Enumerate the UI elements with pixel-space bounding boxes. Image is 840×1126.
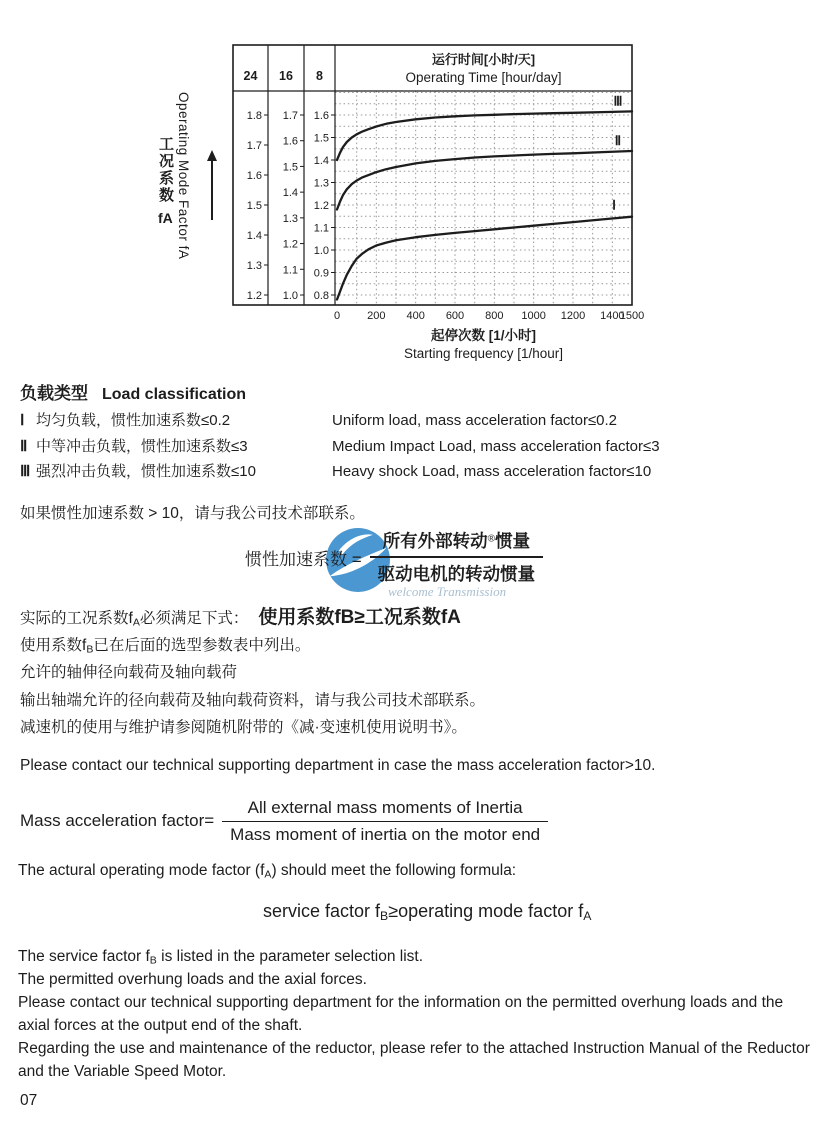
svg-text:起停次数 [1/小时]: 起停次数 [1/小时]	[430, 328, 537, 343]
watermark-text: welcome Transmission	[388, 584, 507, 599]
en-mass-acceleration-formula	[20, 793, 548, 849]
zh-contact-note: 如果惯性加速系数 > 10，请与我公司技术部联系。	[20, 505, 365, 522]
svg-text:1.4: 1.4	[246, 230, 262, 242]
load-en: Heavy shock Load, mass acceleration factor≤10	[332, 463, 652, 480]
load-zh: 均匀负载，惯性加速系数≤0.2	[36, 412, 231, 429]
roman-numeral: Ⅱ	[20, 438, 28, 455]
svg-text:1.7: 1.7	[246, 140, 262, 152]
en-contact-note: Please contact our technical supporting department in case the mass acceleration factor>10.	[20, 757, 656, 774]
svg-text:1.6: 1.6	[313, 110, 329, 122]
fraction-numerator: All external mass moments of Inertia	[222, 798, 548, 822]
svg-text:400: 400	[406, 310, 425, 322]
svg-text:Ⅰ: Ⅰ	[612, 197, 616, 213]
page-number: 07	[20, 1092, 38, 1109]
svg-text:1.2: 1.2	[313, 200, 329, 212]
svg-text:1.4: 1.4	[313, 155, 329, 167]
svg-text:1.8: 1.8	[246, 110, 262, 122]
registered-mark: ®	[487, 533, 496, 545]
load-en: Uniform load, mass acceleration factor≤0.2	[332, 412, 618, 429]
svg-text:1.0: 1.0	[313, 245, 329, 257]
y-axis-label-fa: fA	[158, 210, 173, 226]
svg-text:200: 200	[367, 310, 386, 322]
svg-text:1.5: 1.5	[282, 161, 298, 174]
fraction-denominator: Mass moment of inertia on the motor end	[230, 824, 541, 844]
svg-text:1.7: 1.7	[282, 110, 298, 122]
zh-mass-acceleration-formula	[245, 524, 543, 590]
heading-zh: 负载类型	[20, 384, 88, 403]
formula-lhs: 惯性加速系数 =	[245, 549, 362, 569]
service-factor-formula: service factor $f_B\ge operating$ mode factor $f_A$	[263, 901, 592, 924]
svg-text:1000: 1000	[521, 310, 546, 322]
svg-text:1.2: 1.2	[282, 238, 298, 251]
svg-text:1.3: 1.3	[313, 177, 329, 190]
svg-text:1.0: 1.0	[282, 290, 298, 302]
svg-text:24: 24	[243, 69, 258, 83]
svg-text:1.2: 1.2	[246, 290, 262, 302]
svg-text:Starting frequency [1/hour]: Starting frequency [1/hour]	[403, 346, 564, 361]
formula-lhs: Mass acceleration factor=	[20, 811, 215, 830]
y-axis-label-chinese: 工况系数	[157, 136, 174, 204]
formula-fraction	[370, 528, 544, 586]
svg-text:0.9: 0.9	[313, 267, 329, 280]
load-zh: 中等冲击负载，惯性加速系数≤3	[36, 437, 248, 455]
up-arrow-icon	[206, 150, 218, 220]
svg-text:1400: 1400	[600, 310, 625, 322]
svg-text:1.5: 1.5	[246, 200, 262, 212]
fraction-numerator: 所有外部转动®惯量	[370, 528, 544, 558]
svg-text:800: 800	[485, 310, 504, 322]
svg-text:8: 8	[316, 69, 323, 83]
load-classification-list	[20, 408, 810, 485]
svg-text:Operating Time [hour/day]: Operating Time [hour/day]	[405, 70, 562, 85]
en-body-text: The service factor $f_B$ is listed in the parameter selection list. The permitted overhung loads and the axial forces. Please contact our technical supporting department for the information on the permitted overhung loads and the axial forces at the output end of the shaft. Regarding the use and maintenance of the reductor, please refer to the attached Instruction Manual of the Reductor and the Variable Speed Motor.	[18, 948, 810, 1080]
y-axis-label-english: Operating Mode Factor fA	[176, 92, 191, 260]
load-row-heavy	[20, 459, 810, 485]
load-en: Medium Impact Load, mass acceleration factor≤3	[332, 437, 660, 455]
load-row-uniform	[20, 408, 810, 434]
svg-text:1.1: 1.1	[313, 222, 329, 235]
svg-text:Ⅱ: Ⅱ	[614, 133, 622, 148]
svg-text:1.6: 1.6	[246, 170, 262, 182]
svg-text:运行时间[小时/天]: 运行时间[小时/天]	[431, 52, 536, 67]
roman-numeral: Ⅰ	[20, 413, 25, 429]
svg-text:1.3: 1.3	[246, 260, 262, 272]
operating-mode-factor-chart	[228, 40, 648, 370]
svg-text:1.4: 1.4	[282, 187, 298, 200]
heading-en: Load classification	[102, 386, 247, 403]
load-classification-heading	[20, 379, 246, 404]
svg-text:1500: 1500	[619, 310, 645, 322]
svg-text:1.5: 1.5	[313, 132, 329, 145]
en-operating-mode-line: The actural operating mode factor $(f_A)$ should meet the following formula:	[18, 862, 517, 881]
svg-text:Ⅲ: Ⅲ	[613, 93, 623, 109]
svg-text:16: 16	[279, 69, 293, 83]
roman-numeral: Ⅲ	[20, 464, 31, 480]
svg-text:600: 600	[445, 310, 465, 322]
load-row-medium	[20, 434, 810, 460]
svg-text:1200: 1200	[560, 310, 586, 322]
formula-fraction	[222, 798, 548, 845]
svg-text:1.6: 1.6	[282, 135, 298, 148]
fraction-denominator: 驱动电机的转动惯量	[377, 564, 536, 584]
svg-text:1.1: 1.1	[282, 264, 298, 277]
zh-body-text: 实际的工况系数$f_A$必须满足下式： 使用系数fB≥工况系数fA 使用系数$f_B$已在后面的选型参数表中列出。 允许的轴伸径向载荷及轴向载荷 输出轴端允许的径向载荷及轴向载荷资料，请与我公司技术部联系。 减速机的使用与维护请参阅随机附带的《减·变速机使用说明书》。	[20, 607, 486, 736]
load-zh: 强烈冲击负载，惯性加速系数≤10	[36, 463, 256, 480]
svg-text:0.8: 0.8	[313, 290, 329, 302]
svg-text:0: 0	[333, 310, 341, 322]
svg-text:1.3: 1.3	[282, 212, 298, 225]
